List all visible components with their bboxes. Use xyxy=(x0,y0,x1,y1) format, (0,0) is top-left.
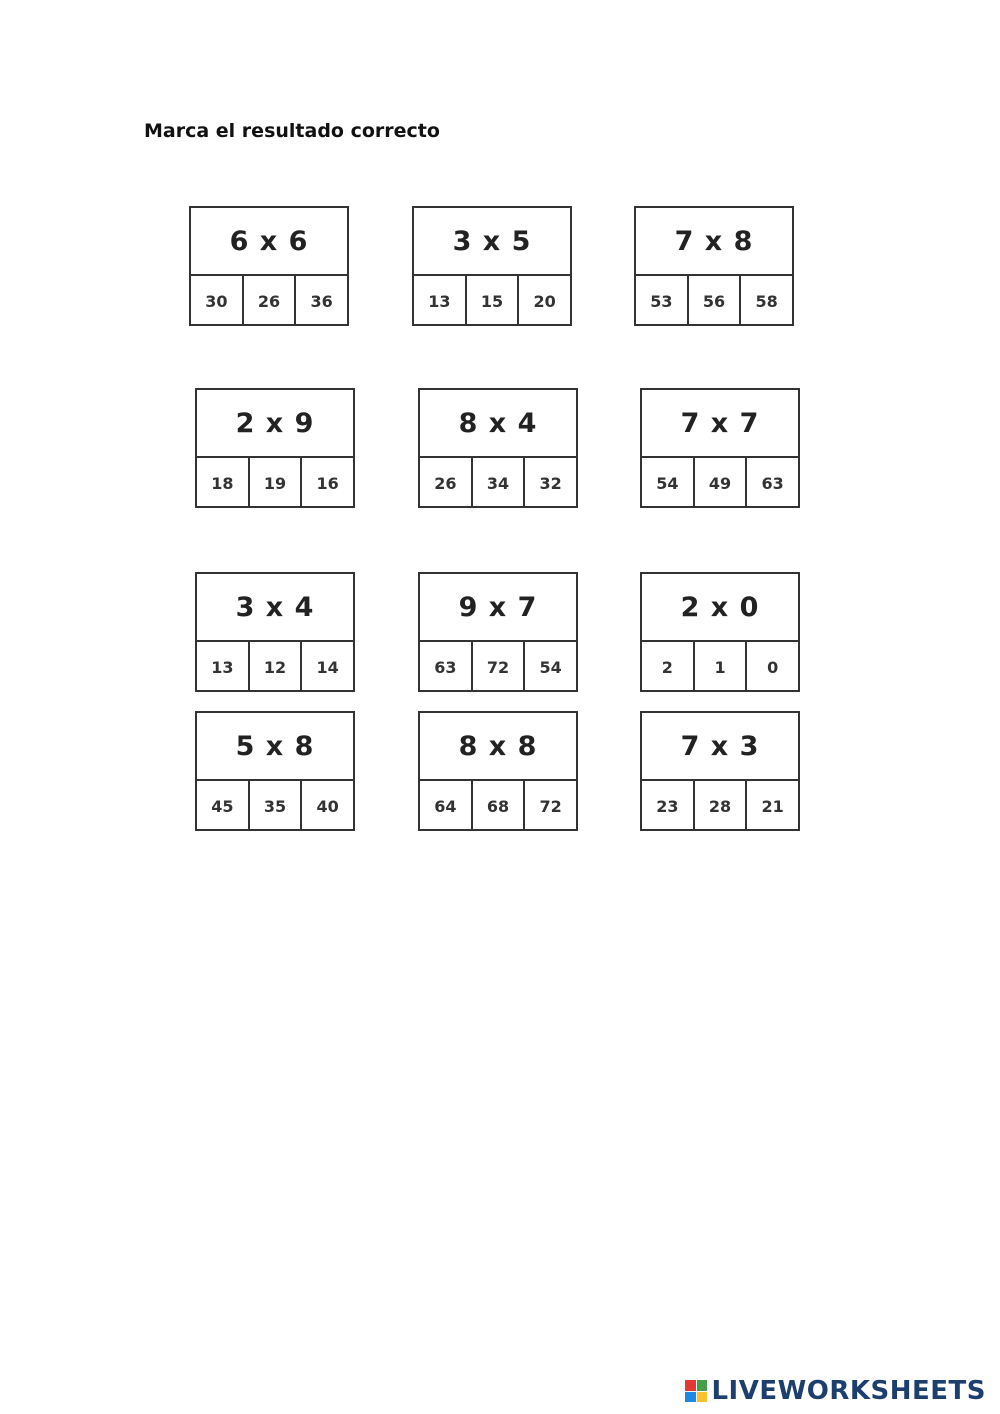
answer-option[interactable]: 0 xyxy=(745,642,798,692)
answer-option[interactable]: 36 xyxy=(294,276,347,326)
answer-options xyxy=(420,642,576,692)
multiplication-problem: 7 x 8 xyxy=(636,208,792,276)
exercise-card xyxy=(189,206,349,326)
answer-option[interactable]: 58 xyxy=(739,276,792,326)
multiplication-problem: 9 x 7 xyxy=(420,574,576,642)
answer-option[interactable]: 72 xyxy=(471,642,524,692)
exercise-card xyxy=(418,388,578,508)
multiplication-problem: 7 x 7 xyxy=(642,390,798,458)
answer-option[interactable]: 16 xyxy=(300,458,353,508)
answer-option[interactable]: 18 xyxy=(211,473,234,493)
answer-option[interactable]: 63 xyxy=(434,657,457,677)
answer-option[interactable]: 23 xyxy=(656,796,679,816)
answer-option[interactable]: 45 xyxy=(211,796,234,816)
multiplication-problem: 2 x 0 xyxy=(642,574,798,642)
answer-option[interactable]: 20 xyxy=(517,276,570,326)
answer-options xyxy=(642,781,798,831)
answer-options xyxy=(642,458,798,508)
answer-options xyxy=(197,458,353,508)
answer-option[interactable]: 21 xyxy=(745,781,798,831)
answer-option[interactable]: 12 xyxy=(248,642,301,692)
answer-option[interactable]: 13 xyxy=(428,291,451,311)
multiplication-problem: 6 x 6 xyxy=(191,208,347,276)
answer-option[interactable]: 49 xyxy=(693,458,746,508)
liveworksheets-logo-icon xyxy=(685,1380,707,1402)
answer-option[interactable]: 15 xyxy=(465,276,518,326)
exercise-card xyxy=(418,711,578,831)
answer-option[interactable]: 54 xyxy=(523,642,576,692)
answer-options xyxy=(636,276,792,326)
answer-option[interactable]: 2 xyxy=(661,657,673,677)
answer-options xyxy=(197,781,353,831)
answer-option[interactable]: 19 xyxy=(248,458,301,508)
answer-options xyxy=(642,642,798,692)
answer-option[interactable]: 26 xyxy=(242,276,295,326)
liveworksheets-brand xyxy=(685,1374,986,1408)
exercise-card xyxy=(634,206,794,326)
answer-options xyxy=(420,781,576,831)
answer-option[interactable]: 63 xyxy=(745,458,798,508)
answer-option[interactable]: 26 xyxy=(434,473,457,493)
answer-option[interactable]: 40 xyxy=(300,781,353,831)
multiplication-problem: 7 x 3 xyxy=(642,713,798,781)
answer-option[interactable]: 56 xyxy=(687,276,740,326)
multiplication-problem: 8 x 4 xyxy=(420,390,576,458)
multiplication-problem: 5 x 8 xyxy=(197,713,353,781)
exercise-card xyxy=(195,388,355,508)
answer-option[interactable]: 1 xyxy=(693,642,746,692)
answer-options xyxy=(414,276,570,326)
answer-options xyxy=(197,642,353,692)
answer-options xyxy=(420,458,576,508)
answer-option[interactable]: 68 xyxy=(471,781,524,831)
exercise-card xyxy=(640,711,800,831)
answer-option[interactable]: 34 xyxy=(471,458,524,508)
answer-options xyxy=(191,276,347,326)
exercise-card xyxy=(412,206,572,326)
answer-option[interactable]: 14 xyxy=(300,642,353,692)
answer-option[interactable]: 32 xyxy=(523,458,576,508)
exercise-card xyxy=(640,572,800,692)
exercise-card xyxy=(195,572,355,692)
answer-option[interactable]: 54 xyxy=(656,473,679,493)
exercise-card xyxy=(640,388,800,508)
exercise-card xyxy=(418,572,578,692)
answer-option[interactable]: 72 xyxy=(523,781,576,831)
instruction-text: Marca el resultado correcto xyxy=(144,120,440,142)
answer-option[interactable]: 28 xyxy=(693,781,746,831)
answer-option[interactable]: 53 xyxy=(650,291,673,311)
multiplication-problem: 8 x 8 xyxy=(420,713,576,781)
answer-option[interactable]: 35 xyxy=(248,781,301,831)
liveworksheets-wordmark: LIVEWORKSHEETS xyxy=(711,1376,986,1406)
multiplication-problem: 3 x 5 xyxy=(414,208,570,276)
exercise-card xyxy=(195,711,355,831)
answer-option[interactable]: 13 xyxy=(211,657,234,677)
multiplication-problem: 2 x 9 xyxy=(197,390,353,458)
answer-option[interactable]: 30 xyxy=(205,291,228,311)
multiplication-problem: 3 x 4 xyxy=(197,574,353,642)
answer-option[interactable]: 64 xyxy=(434,796,457,816)
